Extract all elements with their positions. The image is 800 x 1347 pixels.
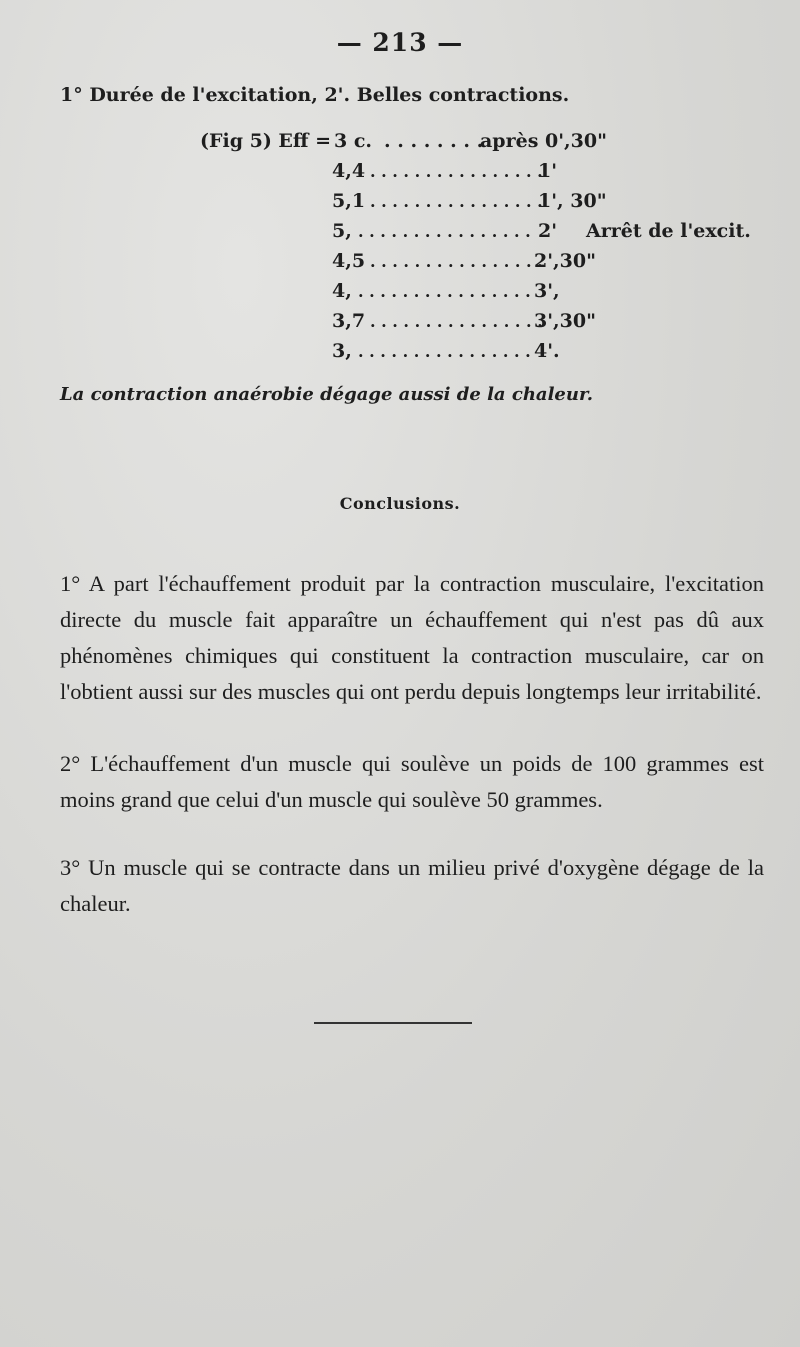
row-time: 2',30": [534, 250, 596, 272]
row-leader-dots: . . . . . . . .: [384, 130, 484, 152]
italic-conclusion-line: La contraction anaérobie dégage aussi de la chaleur.: [60, 384, 594, 405]
row-value: 5,1: [332, 190, 366, 212]
row-note: Arrêt de l'excit.: [586, 220, 751, 242]
row-value: 4,5: [332, 250, 366, 272]
row-leader-dots: . . . . . . . . . . . . . . . .: [358, 282, 531, 301]
section-heading: 1° Durée de l'excitation, 2'. Belles contractions.: [60, 84, 570, 106]
row-value: 4,: [332, 280, 352, 302]
row-value: 3,: [332, 340, 352, 362]
conclusion-paragraph-3: 3° Un muscle qui se contracte dans un milieu privé d'oxygène dégage de la chaleur.: [60, 855, 764, 916]
row-time: 4'.: [534, 340, 560, 362]
conclusion-paragraph-2: 2° L'échauffement d'un muscle qui soulève un poids de 100 grammes est moins grand que celui d'un muscle qui soulève 50 grammes.: [60, 751, 764, 812]
row-leader-dots: . . . . . . . . . . . . . . . .: [370, 162, 543, 181]
row-time: 1': [538, 160, 558, 182]
row-value: 3,7: [332, 310, 366, 332]
row-value: 3 c.: [334, 130, 373, 152]
row-leader-dots: . . . . . . . . . . . . . . . .: [358, 222, 531, 241]
row-leader-dots: . . . . . . . . . . . . . . . .: [358, 342, 531, 361]
row-time: 3',: [534, 280, 560, 302]
page-number: — 213 —: [336, 28, 464, 57]
row-time: 1', 30": [538, 190, 607, 212]
row-value: 4,4: [332, 160, 366, 182]
row-value: 5,: [332, 220, 352, 242]
conclusion-paragraph-1: 1° A part l'échauffement produit par la contraction musculaire, l'excitation directe du muscle fait apparaître un échauffement qui n'est pas dû aux phénomènes chimiques qui constituent la contraction musculaire, car on l'obtient aussi sur des muscles qui ont perdu depuis longtemps leur irritabilité.: [60, 571, 764, 704]
row-label: (Fig 5) Eff =: [200, 130, 332, 152]
row-time: après 0',30": [480, 130, 607, 152]
row-leader-dots: . . . . . . . . . . . . . . . .: [370, 312, 543, 331]
conclusions-title: Conclusions.: [339, 494, 461, 513]
row-leader-dots: . . . . . . . . . . . . . . . .: [370, 252, 543, 271]
row-leader-dots: . . . . . . . . . . . . . . . .: [370, 192, 543, 211]
row-time: 2': [538, 220, 558, 242]
row-time: 3',30": [534, 310, 596, 332]
horizontal-rule: [314, 1022, 472, 1024]
